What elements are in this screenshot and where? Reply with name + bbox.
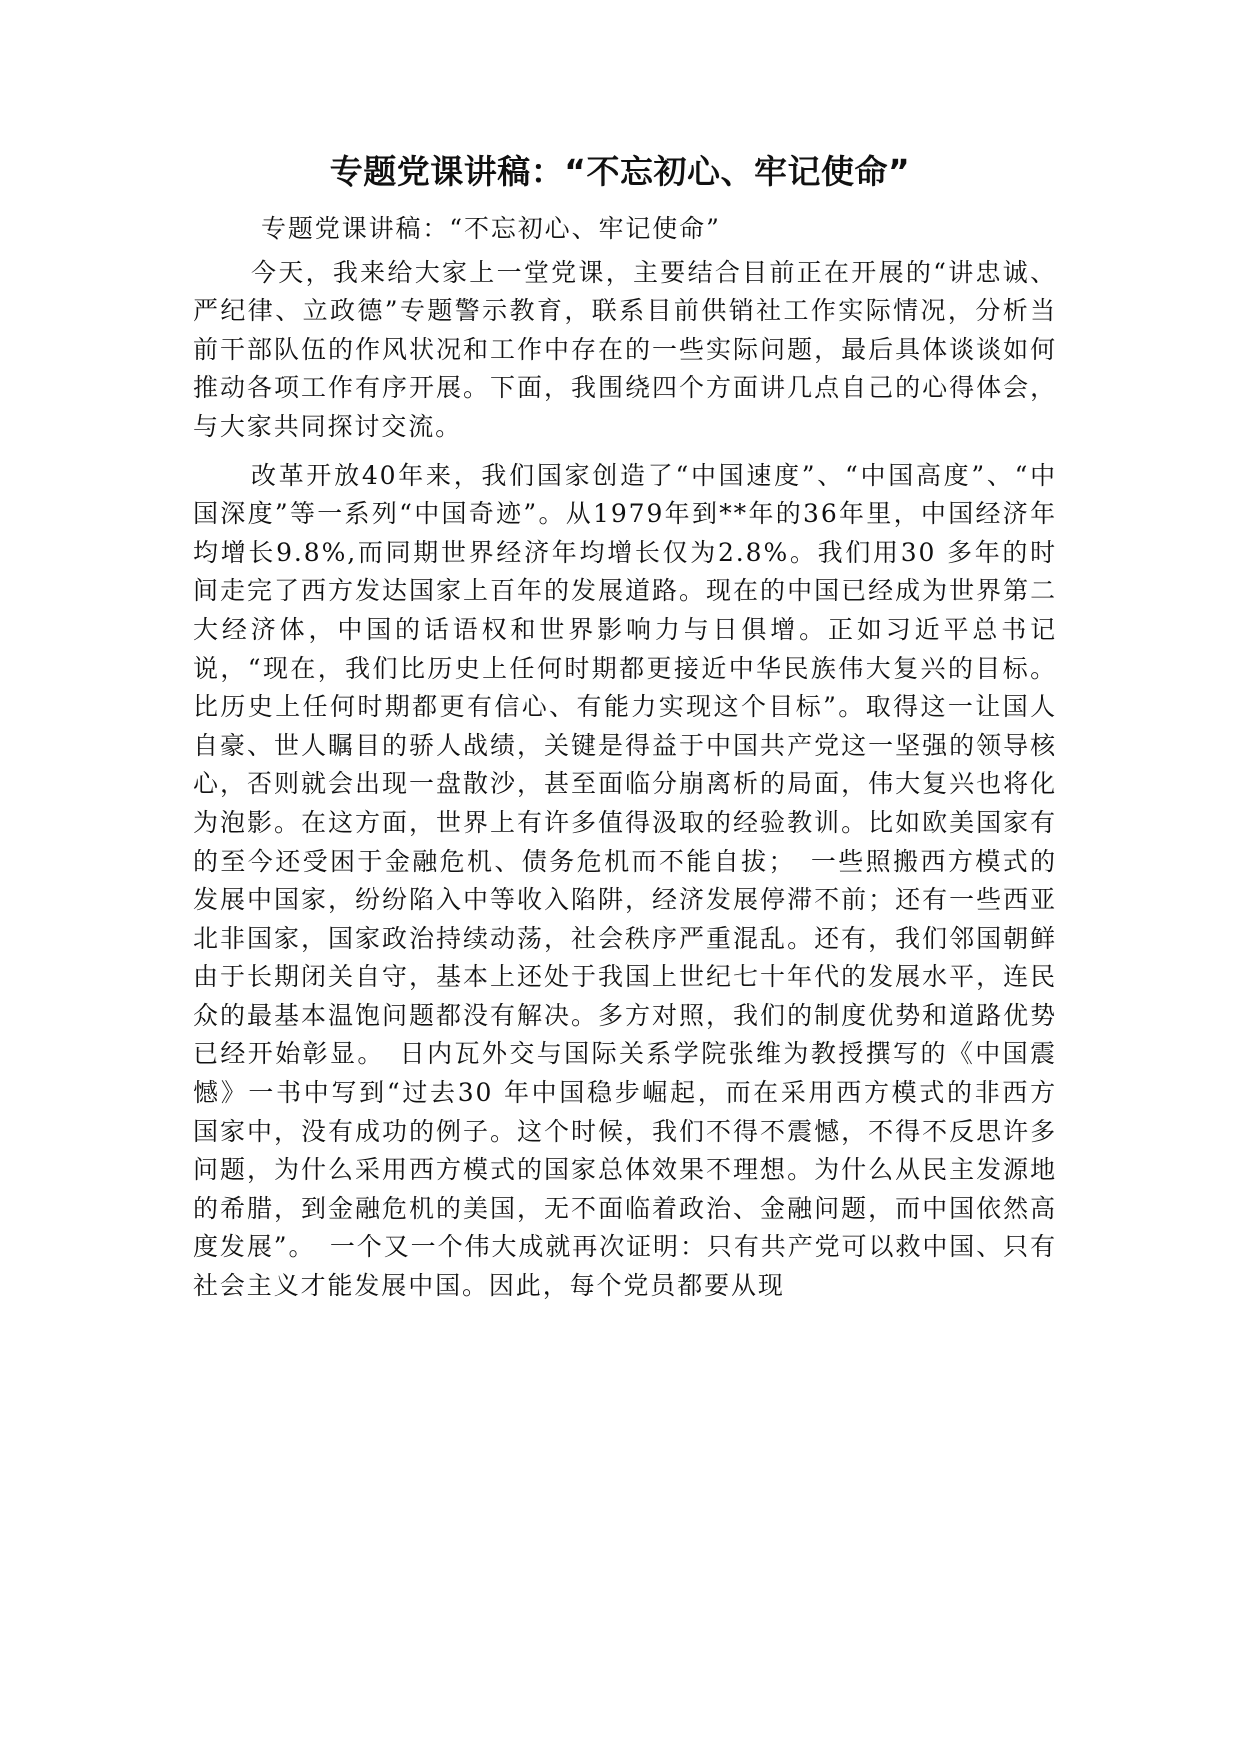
- document-subtitle: 专题党课讲稿：“不忘初心、牢记使命”: [261, 214, 721, 243]
- document-body: [193, 210, 1057, 1306]
- body-paragraph-2: 改革开放40年来，我们国家创造了“中国速度”、“中国高度”、“中国深度”等一系列“中国奇迹”。从1979年到**年的36年里，中国经济年均增长9.8%,而同期世界经济年均增长仅为2.8%。我们用30 多年的时间走完了西方发达国家上百年的发展道路。现在的中国已经成为世界第二大经济体，中国的话语权和世界影响力与日俱增。正如习近平总书记说，“现在，我们比历史上任何时期都更接近中华民族伟大复兴的目标。比历史上任何时期都更有信心、有能力实现这个目标”。取得这一让国人自豪、世人瞩目的骄人战绩，关键是得益于中国共产党这一坚强的领导核心，否则就会出现一盘散沙，甚至面临分崩离析的局面，伟大复兴也将化为泡影。在这方面，世界上有许多值得汲取的经验教训。比如欧美国家有的至今还受困于金融危机、债务危机而不能自拔； 一些照搬西方模式的发展中国家，纷纷陷入中等收入陷阱，经济发展停滞不前；还有一些西亚北非国家，国家政治持续动荡，社会秩序严重混乱。还有，我们邻国朝鲜由于长期闭关自守，基本上还处于我国上世纪七十年代的发展水平，连民众的最基本温饱问题都没有解决。多方对照，我们的制度优势和道路优势已经开始彰显。 日内瓦外交与国际关系学院张维为教授撰写的《中国震憾》一书中写到“过去30 年中国稳步崛起，而在采用西方模式的非西方国家中，没有成功的例子。这个时候，我们不得不震憾，不得不反思许多问题，为什么采用西方模式的国家总体效果不理想。为什么从民主发源地的希腊，到金融危机的美国，无不面临着政治、金融问题，而中国依然高度发展”。 一个又一个伟大成就再次证明：只有共产党可以救中国、只有社会主义才能发展中国。因此，每个党员都要从现: [193, 460, 1057, 1301]
- body-paragraph-1: 今天，我来给大家上一堂党课，主要结合目前正在开展的“讲忠诚、严纪律、立政德”专题警示教育，联系目前供销社工作实际情况，分析当前干部队伍的作风状况和工作中存在的一些实际问题，最后具体谈谈如何推动各项工作有序开展。下面，我围绕四个方面讲几点自己的心得体会，与大家共同探讨交流。: [193, 257, 1057, 441]
- document-title: 专题党课讲稿：“不忘初心、牢记使命”: [329, 152, 911, 191]
